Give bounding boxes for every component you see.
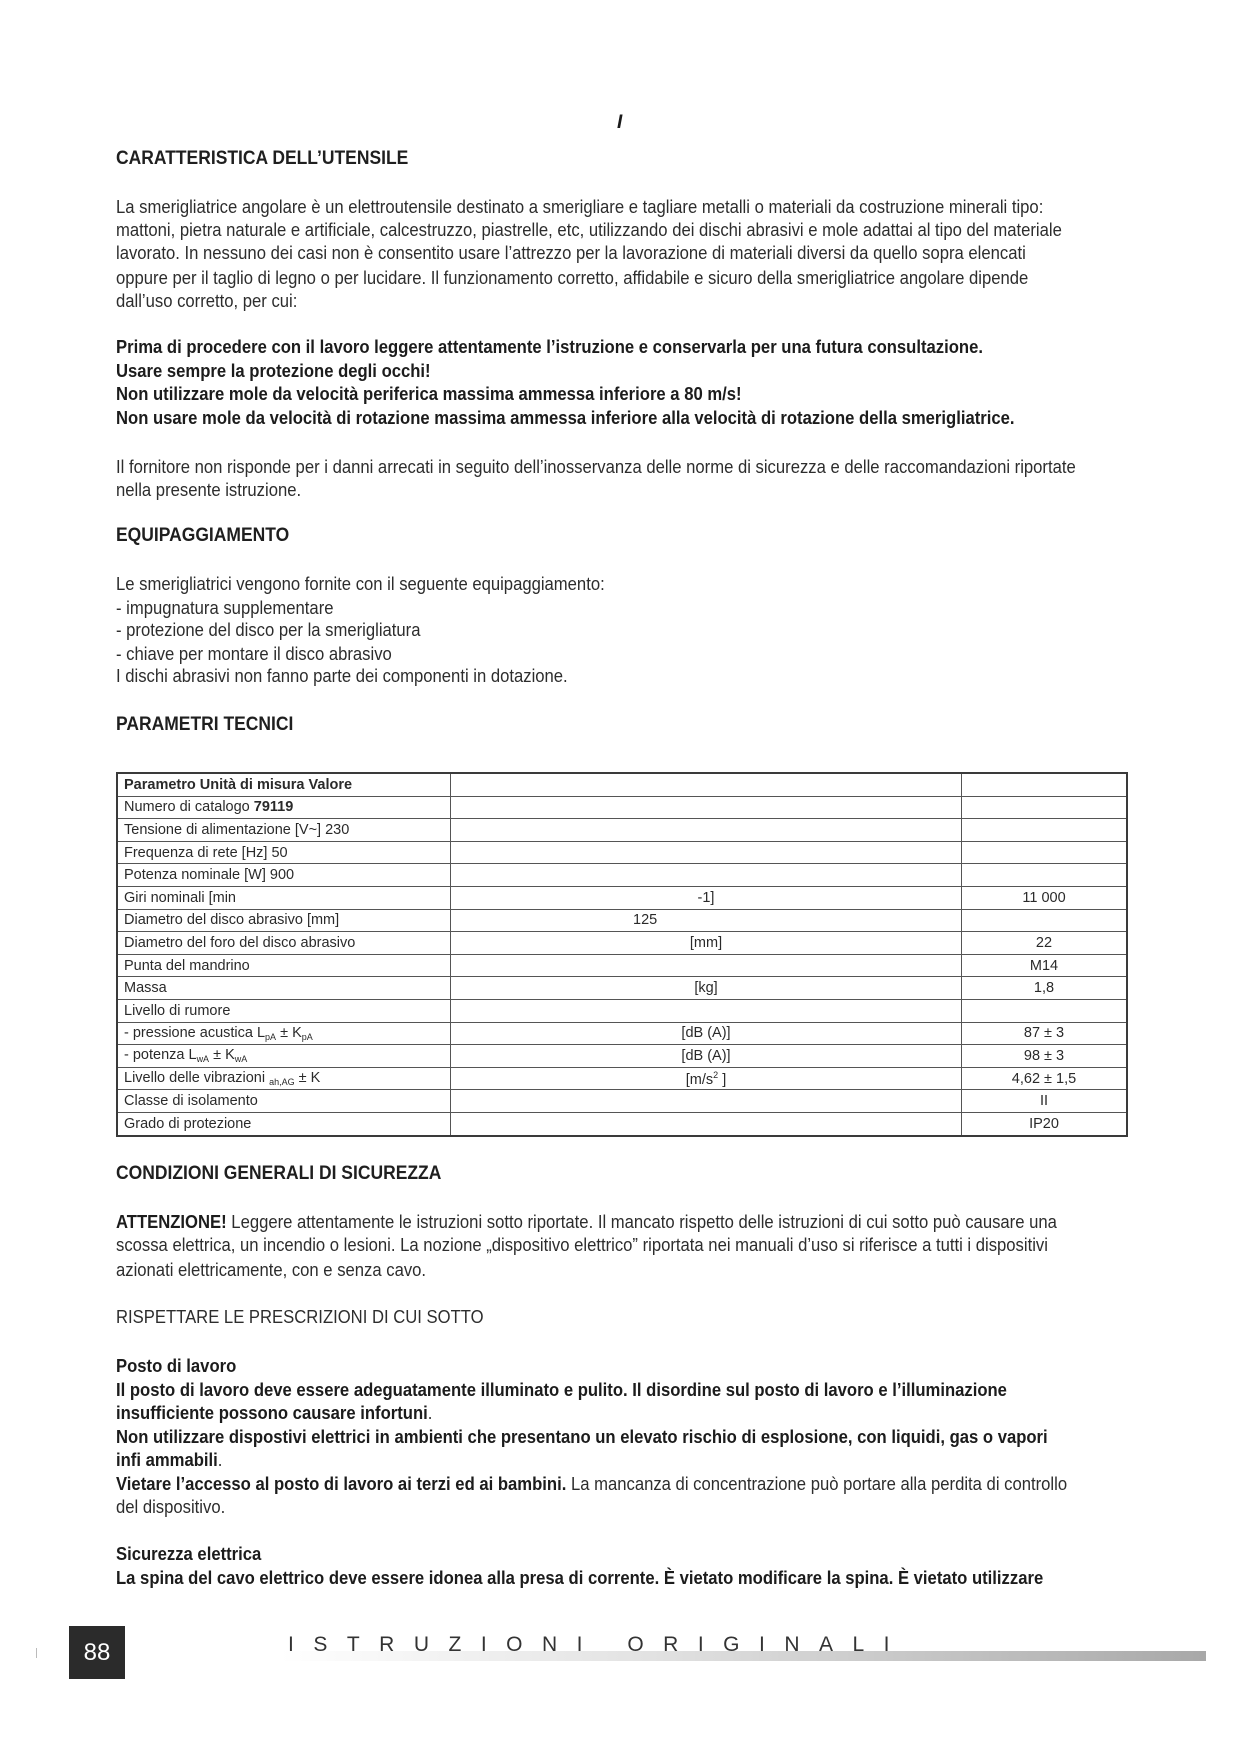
footer-label: ISTRUZIONI ORIGINALI: [288, 1633, 910, 1656]
table-cell: 22: [962, 932, 1128, 955]
table-cell: [962, 841, 1128, 864]
table-cell: [mm]: [451, 932, 962, 955]
page-number: 88: [69, 1626, 125, 1679]
table-cell: [kg]: [451, 977, 962, 1000]
table-cell: -1]: [451, 886, 962, 909]
table-cell: Massa: [117, 977, 451, 1000]
specs-table: [116, 772, 1128, 1137]
table-cell: [dB (A)]: [451, 1045, 962, 1068]
table-cell: Giri nominali [min: [117, 886, 451, 909]
table-row: [117, 1045, 1127, 1068]
prescriptions-heading: RISPETTARE LE PRESCRIZIONI DI CUI SOTTO: [116, 1306, 484, 1327]
warning-line: Non utilizzare mole da velocità periferica massima ammessa inferiore a 80 m/s!: [116, 383, 742, 404]
rule-line: Il posto di lavoro deve essere adeguatamente illuminato e pulito. Il disordine sul posto di lavoro e l’illuminazione: [116, 1379, 1007, 1400]
table-cell: [962, 864, 1128, 887]
table-cell: Livello di rumore: [117, 999, 451, 1022]
table-cell: [962, 909, 1128, 932]
table-row: [117, 932, 1127, 955]
table-cell: II: [962, 1090, 1128, 1113]
table-cell: [451, 773, 962, 796]
table-cell: [451, 1090, 962, 1113]
section-title-caratteristica: CARATTERISTICA DELL’UTENSILE: [116, 148, 409, 169]
section-title-condizioni: CONDIZIONI GENERALI DI SICUREZZA: [116, 1163, 442, 1184]
table-row: [117, 796, 1127, 819]
table-row: [117, 1112, 1127, 1135]
table-cell: [962, 773, 1128, 796]
table-row: [117, 1067, 1127, 1090]
table-cell: Diametro del disco abrasivo [mm]: [117, 909, 451, 932]
table-row: [117, 999, 1127, 1022]
table-cell: 98 ± 3: [962, 1045, 1128, 1068]
paragraph-line: oppure per il taglio di legno o per lucidare. Il funzionamento corretto, affidabile e sicuro della smerigliatrice angolare dipende: [116, 267, 1029, 288]
attention-line: scossa elettrica, un incendio o lesioni. La nozione „dispositivo elettrico” riportata nei manuali d’uso si riferisce a tutti i dispositivi: [116, 1234, 1048, 1255]
paragraph-line: Il fornitore non risponde per i danni arrecati in seguito dell’inosservanza delle norme di sicurezza e delle raccomandazioni riportate: [116, 456, 1076, 477]
table-cell: [451, 864, 962, 887]
table-cell: [451, 999, 962, 1022]
table-row: [117, 886, 1127, 909]
table-cell: [451, 819, 962, 842]
attention-line: azionati elettricamente, con e senza cavo.: [116, 1259, 427, 1280]
table-cell: M14: [962, 954, 1128, 977]
section-title-equipaggiamento: EQUIPAGGIAMENTO: [116, 525, 290, 546]
paragraph-line: lavorato. In nessuno dei casi non è consentito usare l’attrezzo per la lavorazione di materiali diversi da quello sopra elencati: [116, 242, 1026, 263]
margin-tick: [36, 1648, 37, 1658]
table-row: [117, 841, 1127, 864]
table-row: [117, 977, 1127, 1000]
paragraph-line: dall’uso corretto, per cui:: [116, 290, 298, 311]
subsection-title-sicurezza: Sicurezza elettrica: [116, 1543, 262, 1564]
rule-line: infi ammabili.: [116, 1449, 223, 1470]
paragraph-line: La smerigliatrice angolare è un elettroutensile destinato a smerigliare e tagliare metalli o materiali da costruzione minerali tipo:: [116, 196, 1044, 217]
table-cell: Parametro Unità di misura Valore: [117, 773, 451, 796]
table-cell: IP20: [962, 1112, 1128, 1135]
table-row: [117, 864, 1127, 887]
table-row: [117, 1022, 1127, 1045]
table-cell: Livello delle vibrazioni $_{ah,AG}$ ± K: [117, 1067, 451, 1090]
table-cell: Numero di catalogo 79119: [117, 796, 451, 819]
warning-line: Usare sempre la protezione degli occhi!: [116, 360, 431, 381]
table-cell: 1,8: [962, 977, 1128, 1000]
table-cell: Frequenza di rete [Hz] 50: [117, 841, 451, 864]
table-cell: 11 000: [962, 886, 1128, 909]
rule-line: del dispositivo.: [116, 1496, 226, 1517]
table-cell: [451, 796, 962, 819]
rule-line: Non utilizzare dispostivi elettrici in ambienti che presentano un elevato rischio di esplosione, con liquidi, gas o vapori: [116, 1426, 1048, 1447]
table-cell: [962, 819, 1128, 842]
warning-line: Prima di procedere con il lavoro leggere attentamente l’istruzione e conservarla per una futura consultazione.: [116, 336, 983, 357]
table-cell: [962, 999, 1128, 1022]
table-cell: - pressione acustica $L_{pA} \pm K_{pA}$: [117, 1022, 451, 1045]
table-cell: Punta del mandrino: [117, 954, 451, 977]
table-cell: Grado di protezione: [117, 1112, 451, 1135]
table-row: [117, 773, 1127, 796]
table-cell: 87 ± 3: [962, 1022, 1128, 1045]
attention-line: ATTENZIONE! Leggere attentamente le istruzioni sotto riportate. Il mancato rispetto delle istruzioni di cui sotto può causare una: [116, 1211, 1057, 1232]
paragraph-line: mattoni, pietra naturale e artificiale, calcestruzzo, piastrelle, etc, utilizzando dei dischi abrasivi e mole adattai al tipo del materiale: [116, 219, 1062, 240]
section-title-parametri: PARAMETRI TECNICI: [116, 714, 294, 735]
rule-line: insufficiente possono causare infortuni.: [116, 1402, 433, 1423]
table-cell: [962, 796, 1128, 819]
subsection-title-posto: Posto di lavoro: [116, 1355, 237, 1376]
table-cell: Tensione di alimentazione [V~] 230: [117, 819, 451, 842]
equipment-item: - chiave per montare il disco abrasivo: [116, 643, 392, 664]
table-cell: - potenza $L_{wA} \pm K_{wA}$: [117, 1045, 451, 1068]
table-cell: Diametro del foro del disco abrasivo: [117, 932, 451, 955]
paragraph-line: nella presente istruzione.: [116, 479, 302, 500]
rule-line: Vietare l’accesso al posto di lavoro ai terzi ed ai bambini. La mancanza di concentrazione può portare alla perdita di controllo: [116, 1473, 1068, 1494]
table-cell: Classe di isolamento: [117, 1090, 451, 1113]
table-row: [117, 954, 1127, 977]
table-cell: [451, 954, 962, 977]
equipment-intro: Le smerigliatrici vengono fornite con il seguente equipaggiamento:: [116, 573, 605, 594]
table-cell: Potenza nominale [W] 900: [117, 864, 451, 887]
table-cell: 125: [451, 909, 962, 932]
table-cell: 4,62 ± 1,5: [962, 1067, 1128, 1090]
table-cell: [$m/s^2$ ]: [451, 1067, 962, 1090]
table-cell: [451, 841, 962, 864]
warning-line: Non usare mole da velocità di rotazione massima ammessa inferiore alla velocità di rotazione della smerigliatrice.: [116, 407, 1015, 428]
rule-line: La spina del cavo elettrico deve essere idonea alla presa di corrente. È vietato modificare la spina. È vietato utilizzare: [116, 1567, 1044, 1588]
table-row: [117, 1090, 1127, 1113]
equipment-note: I dischi abrasivi non fanno parte dei componenti in dotazione.: [116, 665, 568, 686]
table-cell: [451, 1112, 962, 1135]
table-cell: [dB (A)]: [451, 1022, 962, 1045]
language-marker: I: [617, 112, 623, 133]
equipment-item: - impugnatura supplementare: [116, 597, 334, 618]
table-row: [117, 909, 1127, 932]
equipment-item: - protezione del disco per la smerigliatura: [116, 619, 421, 640]
table-row: [117, 819, 1127, 842]
